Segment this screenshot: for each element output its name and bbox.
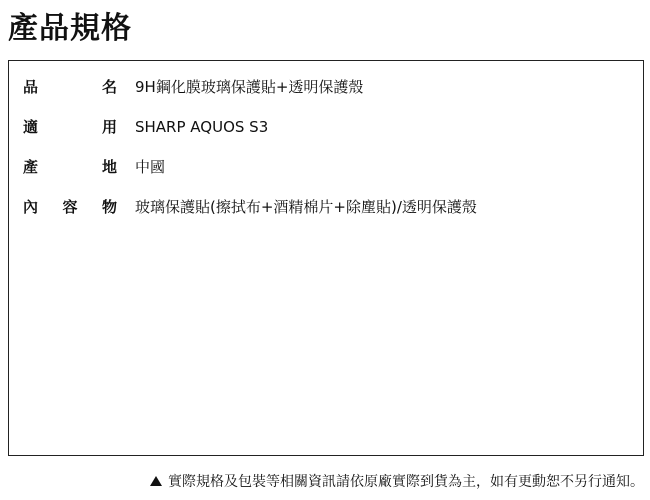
spec-label-char: 物 <box>101 198 117 216</box>
spec-value: 玻璃保護貼(擦拭布+酒精棉片+除塵貼)/透明保護殼 <box>135 198 477 216</box>
spec-row-compatible <box>9 115 643 139</box>
spec-label <box>23 155 117 179</box>
spec-value: 中國 <box>135 158 166 176</box>
spec-row-contents <box>9 195 643 219</box>
footer-disclaimer <box>150 472 644 492</box>
triangle-up-icon <box>150 476 162 486</box>
spec-label-char: 容 <box>62 198 78 216</box>
spec-label-char: 地 <box>101 158 117 176</box>
spec-label-char: 品 <box>23 78 39 96</box>
spec-label <box>23 75 117 99</box>
spec-label <box>23 195 117 219</box>
spec-label-char: 內 <box>23 198 39 216</box>
spec-label <box>23 115 117 139</box>
disclaimer-text: 實際規格及包裝等相關資訊請依原廠實際到貨為主，如有更動恕不另行通知。 <box>168 474 644 490</box>
page-title: 產品規格 <box>8 11 132 46</box>
spec-label-char: 用 <box>101 118 117 136</box>
spec-label-char: 適 <box>23 118 39 136</box>
spec-label-char: 名 <box>101 78 117 96</box>
spec-value: 9H鋼化膜玻璃保護貼+透明保護殼 <box>135 78 364 96</box>
spec-value: SHARP AQUOS S3 <box>135 118 269 136</box>
spec-table <box>8 60 644 456</box>
spec-label-char: 產 <box>23 158 39 176</box>
spec-row-origin <box>9 155 643 179</box>
spec-row-product-name <box>9 75 643 99</box>
